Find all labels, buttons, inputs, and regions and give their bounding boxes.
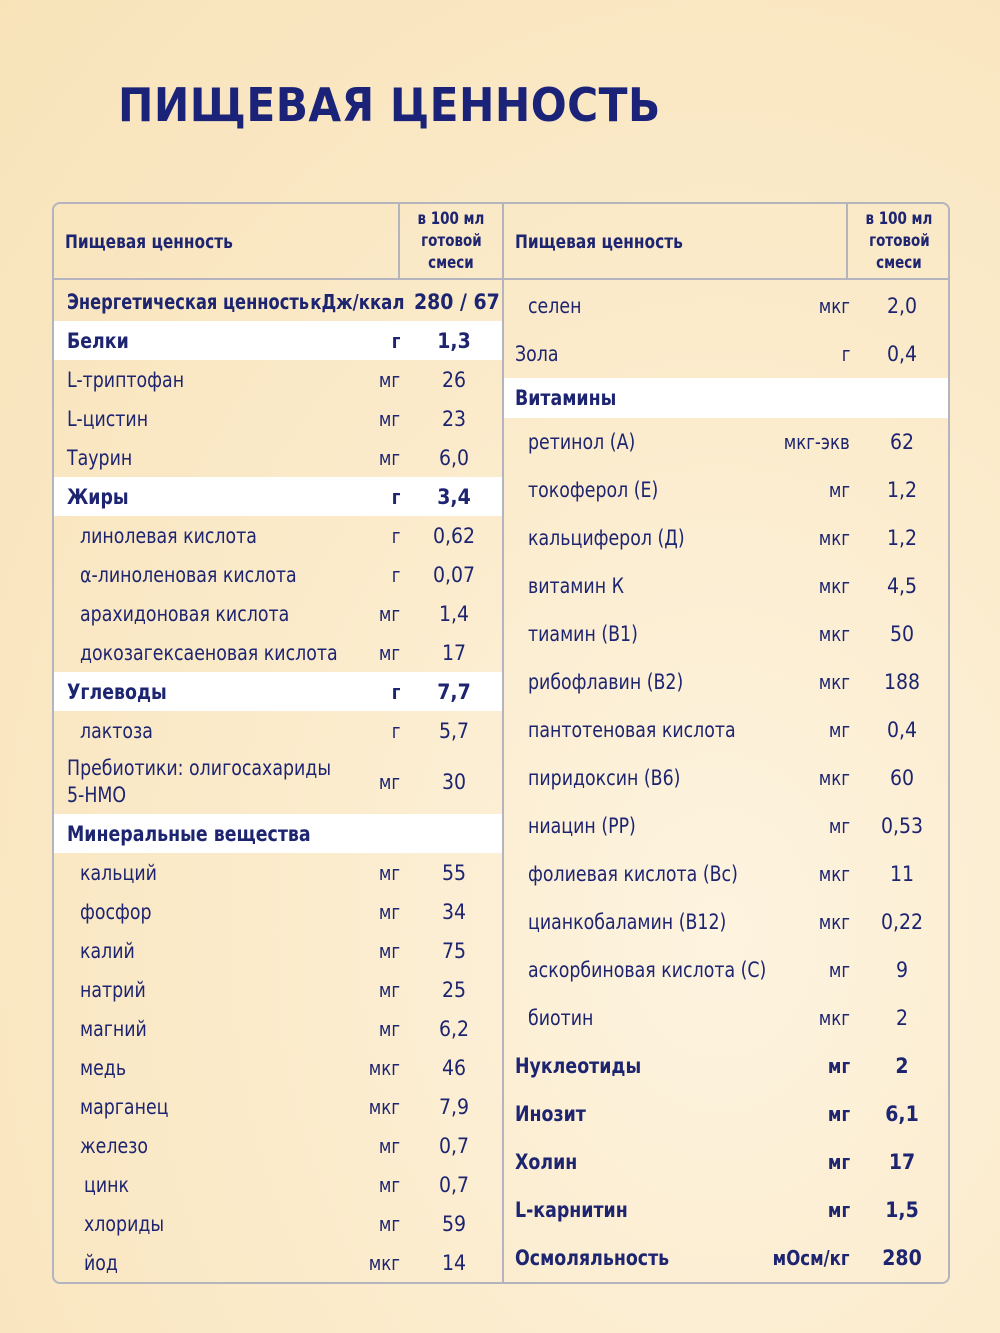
- row-value: 11: [889, 862, 915, 886]
- row-value: 0,62: [432, 523, 476, 548]
- row-value: 1,4: [438, 601, 470, 626]
- row-name: α-линоленовая кислота: [80, 562, 297, 587]
- row-value: 7,7: [437, 679, 471, 704]
- row-unit: мкг: [818, 1006, 850, 1030]
- table-row: [54, 516, 502, 555]
- table-row: [504, 994, 950, 1042]
- table-row: [54, 633, 502, 672]
- row-name: калий: [80, 938, 135, 963]
- table-row: [54, 399, 502, 438]
- right-column: [502, 204, 950, 1282]
- row-unit: мг: [378, 860, 400, 885]
- row-unit: мг: [827, 1054, 850, 1078]
- row-value: 0,4: [886, 342, 918, 366]
- row-value: 188: [883, 670, 921, 694]
- table-row: [504, 330, 950, 378]
- row-unit: мг: [378, 601, 400, 626]
- table-row: [504, 1234, 950, 1282]
- table-row: [504, 1186, 950, 1234]
- table-row: [504, 466, 950, 514]
- table-row: [504, 706, 950, 754]
- table-row: [54, 1243, 502, 1282]
- header-per-100ml: в 100 мл готовой смеси: [398, 204, 502, 278]
- row-unit: мкг: [818, 670, 850, 694]
- row-unit: мОсм/кг: [773, 1246, 850, 1270]
- row-name: фосфор: [80, 899, 152, 924]
- row-value: 0,53: [880, 814, 924, 838]
- table-header: [504, 204, 950, 280]
- table-row: [504, 754, 950, 802]
- row-value: 75: [441, 938, 467, 963]
- row-name: кальциферол (Д): [528, 526, 685, 550]
- table-row: [54, 1009, 502, 1048]
- row-name: Инозит: [515, 1102, 586, 1126]
- row-name: цинк: [84, 1172, 129, 1197]
- table-row: [504, 1090, 950, 1138]
- row-name: фолиевая кислота (Вс): [528, 862, 738, 886]
- row-value: 34: [441, 899, 467, 924]
- row-name: L-триптофан: [67, 367, 185, 392]
- table-row: [504, 802, 950, 850]
- row-value: 55: [441, 860, 467, 885]
- row-value: 26: [441, 367, 467, 392]
- table-row: [504, 610, 950, 658]
- table-row: [504, 514, 950, 562]
- table-row: [54, 282, 502, 321]
- header-per-100ml: в 100 мл готовой смеси: [846, 204, 950, 278]
- row-unit: мкг: [818, 622, 850, 646]
- row-unit: мг: [828, 814, 850, 838]
- row-unit: мг: [378, 899, 400, 924]
- row-value: 0,07: [432, 562, 476, 587]
- row-unit: г: [391, 718, 400, 743]
- row-unit: мг: [378, 367, 400, 392]
- row-unit: мг: [828, 478, 850, 502]
- row-name: Белки: [67, 328, 129, 353]
- row-value: 30: [441, 770, 467, 794]
- row-unit: мкг: [818, 766, 850, 790]
- row-name: Углеводы: [67, 679, 167, 704]
- row-value: 0,7: [438, 1133, 470, 1158]
- table-row: [54, 970, 502, 1009]
- table-row: [54, 711, 502, 750]
- header-name: Пищевая ценность: [515, 231, 683, 253]
- row-name: цианкобаламин (В12): [528, 910, 727, 934]
- row-name: биотин: [528, 1006, 594, 1030]
- row-value: 280 / 67: [414, 289, 500, 314]
- row-value: 17: [441, 640, 467, 665]
- table-row: [54, 438, 502, 477]
- row-unit: мкг-экв: [783, 430, 850, 454]
- row-name: Нуклеотиды: [515, 1054, 642, 1078]
- table-row: [504, 562, 950, 610]
- row-unit: мкг: [818, 862, 850, 886]
- row-value: 25: [441, 977, 467, 1002]
- table-row: [504, 850, 950, 898]
- row-name: кальций: [80, 860, 157, 885]
- row-value: 7,9: [438, 1094, 470, 1119]
- row-value: 2: [895, 1006, 909, 1030]
- table-row: [54, 1126, 502, 1165]
- section-title: Минеральные вещества: [67, 821, 311, 846]
- row-value: 60: [889, 766, 915, 790]
- row-value: 2,0: [886, 294, 918, 318]
- table-row: [504, 1138, 950, 1186]
- row-unit: мкг: [368, 1250, 400, 1275]
- row-name: медь: [80, 1055, 127, 1080]
- row-unit: мкг: [818, 910, 850, 934]
- row-unit: мг: [378, 640, 400, 665]
- row-value: 5,7: [438, 718, 470, 743]
- table-row: [504, 282, 950, 330]
- table-row: [54, 1048, 502, 1087]
- row-unit: мг: [378, 1211, 400, 1236]
- row-value: 23: [441, 406, 467, 431]
- table-row: [504, 658, 950, 706]
- nutrition-table: [52, 202, 950, 1284]
- row-name: железо: [80, 1133, 149, 1158]
- table-row: [504, 946, 950, 994]
- row-unit: г: [391, 679, 400, 704]
- row-value: 59: [441, 1211, 467, 1236]
- table-row: [504, 418, 950, 466]
- row-value: 280: [882, 1246, 922, 1270]
- table-row: [54, 853, 502, 892]
- row-name: рибофлавин (В2): [528, 670, 684, 694]
- row-value: 50: [889, 622, 915, 646]
- row-name: линолевая кислота: [80, 523, 257, 548]
- row-unit: кДж/ккал: [309, 289, 404, 314]
- row-unit: мг: [827, 1150, 850, 1174]
- row-value: 17: [888, 1150, 916, 1174]
- table-header: [54, 204, 502, 280]
- section-title: Витамины: [515, 386, 617, 410]
- table-row: [54, 750, 502, 814]
- row-value: 1,5: [885, 1198, 919, 1222]
- table-row: [54, 672, 502, 711]
- row-name: селен: [528, 294, 582, 318]
- row-unit: мг: [378, 938, 400, 963]
- row-name: токоферол (Е): [528, 478, 659, 502]
- left-column: [54, 204, 502, 1282]
- row-name: аскорбиновая кислота (С): [528, 958, 767, 982]
- row-unit: г: [391, 562, 400, 587]
- row-value: 1,2: [886, 526, 918, 550]
- row-unit: г: [841, 342, 850, 366]
- row-unit: мкг: [368, 1094, 400, 1119]
- row-name: Зола: [515, 342, 559, 366]
- table-row: [54, 321, 502, 360]
- row-name: пиридоксин (В6): [528, 766, 681, 790]
- table-row: [54, 555, 502, 594]
- section-row: [54, 814, 502, 853]
- row-name: лактоза: [80, 718, 153, 743]
- row-value: 0,7: [438, 1172, 470, 1197]
- section-row: [504, 378, 950, 418]
- row-name: Таурин: [67, 445, 133, 470]
- table-row: [54, 1087, 502, 1126]
- row-name: арахидоновая кислота: [80, 601, 290, 626]
- row-name: ретинол (А): [528, 430, 636, 454]
- row-unit: мг: [378, 770, 400, 794]
- row-unit: мкг: [818, 294, 850, 318]
- row-name: Пребиотики: олигосахариды 5-HMO: [67, 756, 332, 807]
- row-value: 2: [895, 1054, 909, 1078]
- row-name: натрий: [80, 977, 146, 1002]
- row-value: 6,2: [438, 1016, 470, 1041]
- row-name: пантотеновая кислота: [528, 718, 736, 742]
- table-row: [504, 1042, 950, 1090]
- row-name: Осмоляльность: [515, 1246, 670, 1270]
- row-unit: мг: [827, 1198, 850, 1222]
- row-value: 14: [441, 1250, 467, 1275]
- row-value: 1,3: [437, 328, 471, 353]
- row-unit: г: [391, 328, 400, 353]
- row-name: ниацин (PP): [528, 814, 636, 838]
- table-row: [54, 477, 502, 516]
- row-name: марганец: [80, 1094, 169, 1119]
- row-value: 46: [441, 1055, 467, 1080]
- row-value: 62: [889, 430, 915, 454]
- row-value: 4,5: [886, 574, 918, 598]
- row-value: 3,4: [437, 484, 471, 509]
- row-unit: мг: [378, 1172, 400, 1197]
- row-value: 0,4: [886, 718, 918, 742]
- row-value: 0,22: [880, 910, 924, 934]
- row-unit: мг: [378, 1016, 400, 1041]
- row-name: L-карнитин: [515, 1198, 628, 1222]
- table-row: [54, 931, 502, 970]
- row-unit: мг: [378, 1133, 400, 1158]
- row-value: 6,0: [438, 445, 470, 470]
- row-name: Холин: [515, 1150, 578, 1174]
- row-value: 9: [895, 958, 909, 982]
- row-unit: мкг: [368, 1055, 400, 1080]
- row-unit: мг: [378, 977, 400, 1002]
- row-name: тиамин (В1): [528, 622, 638, 646]
- header-name: Пищевая ценность: [65, 231, 233, 253]
- row-name: йод: [84, 1250, 118, 1275]
- row-name: докозагексаеновая кислота: [80, 640, 338, 665]
- row-unit: г: [391, 484, 400, 509]
- row-unit: мг: [378, 406, 400, 431]
- row-value: 6,1: [885, 1102, 919, 1126]
- row-value: 1,2: [886, 478, 918, 502]
- row-unit: мг: [827, 1102, 850, 1126]
- row-unit: г: [391, 523, 400, 548]
- row-name: Жиры: [67, 484, 129, 509]
- row-name: L-цистин: [67, 406, 149, 431]
- table-row: [54, 1165, 502, 1204]
- table-row: [54, 360, 502, 399]
- table-row: [54, 1204, 502, 1243]
- row-unit: мкг: [818, 526, 850, 550]
- row-unit: мг: [378, 445, 400, 470]
- row-name: Энергетическая ценность: [67, 289, 310, 314]
- table-row: [504, 898, 950, 946]
- table-row: [54, 594, 502, 633]
- row-name: магний: [80, 1016, 147, 1041]
- row-unit: мг: [828, 958, 850, 982]
- page-title: ПИЩЕВАЯ ЦЕННОСТЬ: [118, 78, 661, 132]
- row-unit: мкг: [818, 574, 850, 598]
- row-unit: мг: [828, 718, 850, 742]
- table-row: [54, 892, 502, 931]
- row-name: витамин К: [528, 574, 624, 598]
- row-name: хлориды: [84, 1211, 165, 1236]
